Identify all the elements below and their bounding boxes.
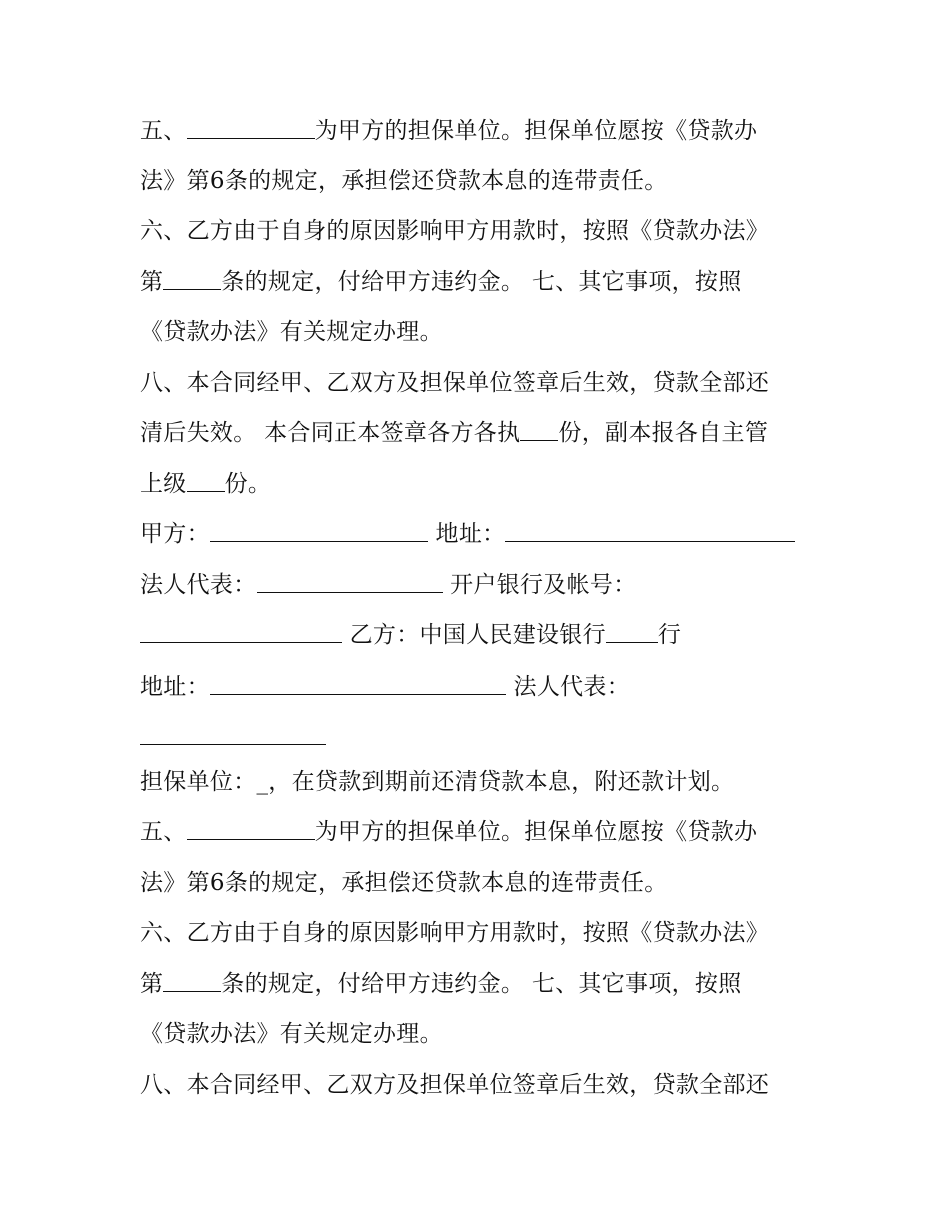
text-line: [140, 814, 830, 850]
text-line: [140, 314, 830, 350]
text-run: 五、: [140, 819, 187, 845]
text-line: [140, 516, 830, 552]
fill-in-blank: [140, 620, 342, 643]
fill-in-blank: [520, 418, 558, 441]
text-line: [140, 113, 830, 149]
text-run: 乙方：中国人民建设银行: [342, 622, 606, 648]
text-run: 为甲方的担保单位。担保单位愿按《贷款办: [314, 819, 758, 845]
text-run: 六、乙方由于自身的原因影响甲方用款时，按照《贷款办法》: [140, 920, 770, 946]
text-line: [140, 764, 830, 800]
text-run: 八、本合同经甲、乙双方及担保单位签章后生效，贷款全部还: [140, 1072, 770, 1098]
text-run: 《贷款办法》有关规定办理。: [140, 319, 443, 345]
fill-in-blank: [163, 267, 221, 290]
text-run: 份。: [224, 471, 272, 497]
text-line: [140, 1016, 830, 1052]
text-run: 八、本合同经甲、乙双方及担保单位签章后生效，贷款全部还: [140, 370, 770, 396]
text-line: [140, 466, 830, 502]
text-run: 地址：: [427, 521, 506, 547]
text-run: 《贷款办法》有关规定办理。: [140, 1021, 443, 1047]
text-run: 清后失效。 本合同正本签章各方各执: [140, 420, 521, 446]
text-line: [140, 163, 830, 199]
text-line: [140, 719, 830, 755]
fill-in-blank: [187, 469, 225, 492]
text-line: [140, 415, 830, 451]
fill-in-blank: [606, 620, 658, 643]
fill-in-blank: [505, 519, 795, 542]
fill-in-blank: [187, 116, 315, 139]
text-line: [140, 966, 830, 1002]
text-run: 法人代表：: [140, 572, 257, 598]
text-run: 法》第6条的规定，承担偿还贷款本息的连带责任。: [140, 870, 668, 896]
text-run: 开户银行及帐号：: [442, 572, 637, 598]
text-run: 五、: [140, 118, 187, 144]
text-run: 甲方：: [140, 521, 210, 547]
text-run: 地址：: [140, 674, 210, 700]
text-run: 六、乙方由于自身的原因影响甲方用款时，按照《贷款办法》: [140, 218, 770, 244]
text-run: 担保单位：_，在贷款到期前还清贷款本息，附还款计划。: [140, 769, 735, 795]
text-line: [140, 264, 830, 300]
text-line: [140, 1067, 830, 1103]
text-line: [140, 915, 830, 951]
text-run: 法人代表：: [505, 674, 631, 700]
text-line: [140, 865, 830, 901]
fill-in-blank: [210, 519, 428, 542]
fill-in-blank: [257, 570, 443, 593]
fill-in-blank: [163, 969, 221, 992]
text-line: [140, 365, 830, 401]
text-line: [140, 669, 830, 705]
text-run: 行: [657, 622, 682, 648]
fill-in-blank: [140, 722, 326, 745]
text-run: 为甲方的担保单位。担保单位愿按《贷款办: [314, 118, 758, 144]
fill-in-blank: [187, 817, 315, 840]
text-line: [140, 567, 830, 603]
text-line: [140, 617, 830, 653]
text-run: 条的规定，付给甲方违约金。 七、其它事项，按照: [221, 269, 742, 295]
text-run: 第: [140, 269, 164, 295]
fill-in-blank: [210, 672, 506, 695]
text-run: 法》第6条的规定，承担偿还贷款本息的连带责任。: [140, 168, 668, 194]
text-run: 上级: [140, 471, 187, 497]
text-line: [140, 213, 830, 249]
text-run: 条的规定，付给甲方违约金。 七、其它事项，按照: [221, 971, 742, 997]
text-run: 份，副本报各自主管: [558, 420, 769, 446]
text-run: 第: [140, 971, 164, 997]
